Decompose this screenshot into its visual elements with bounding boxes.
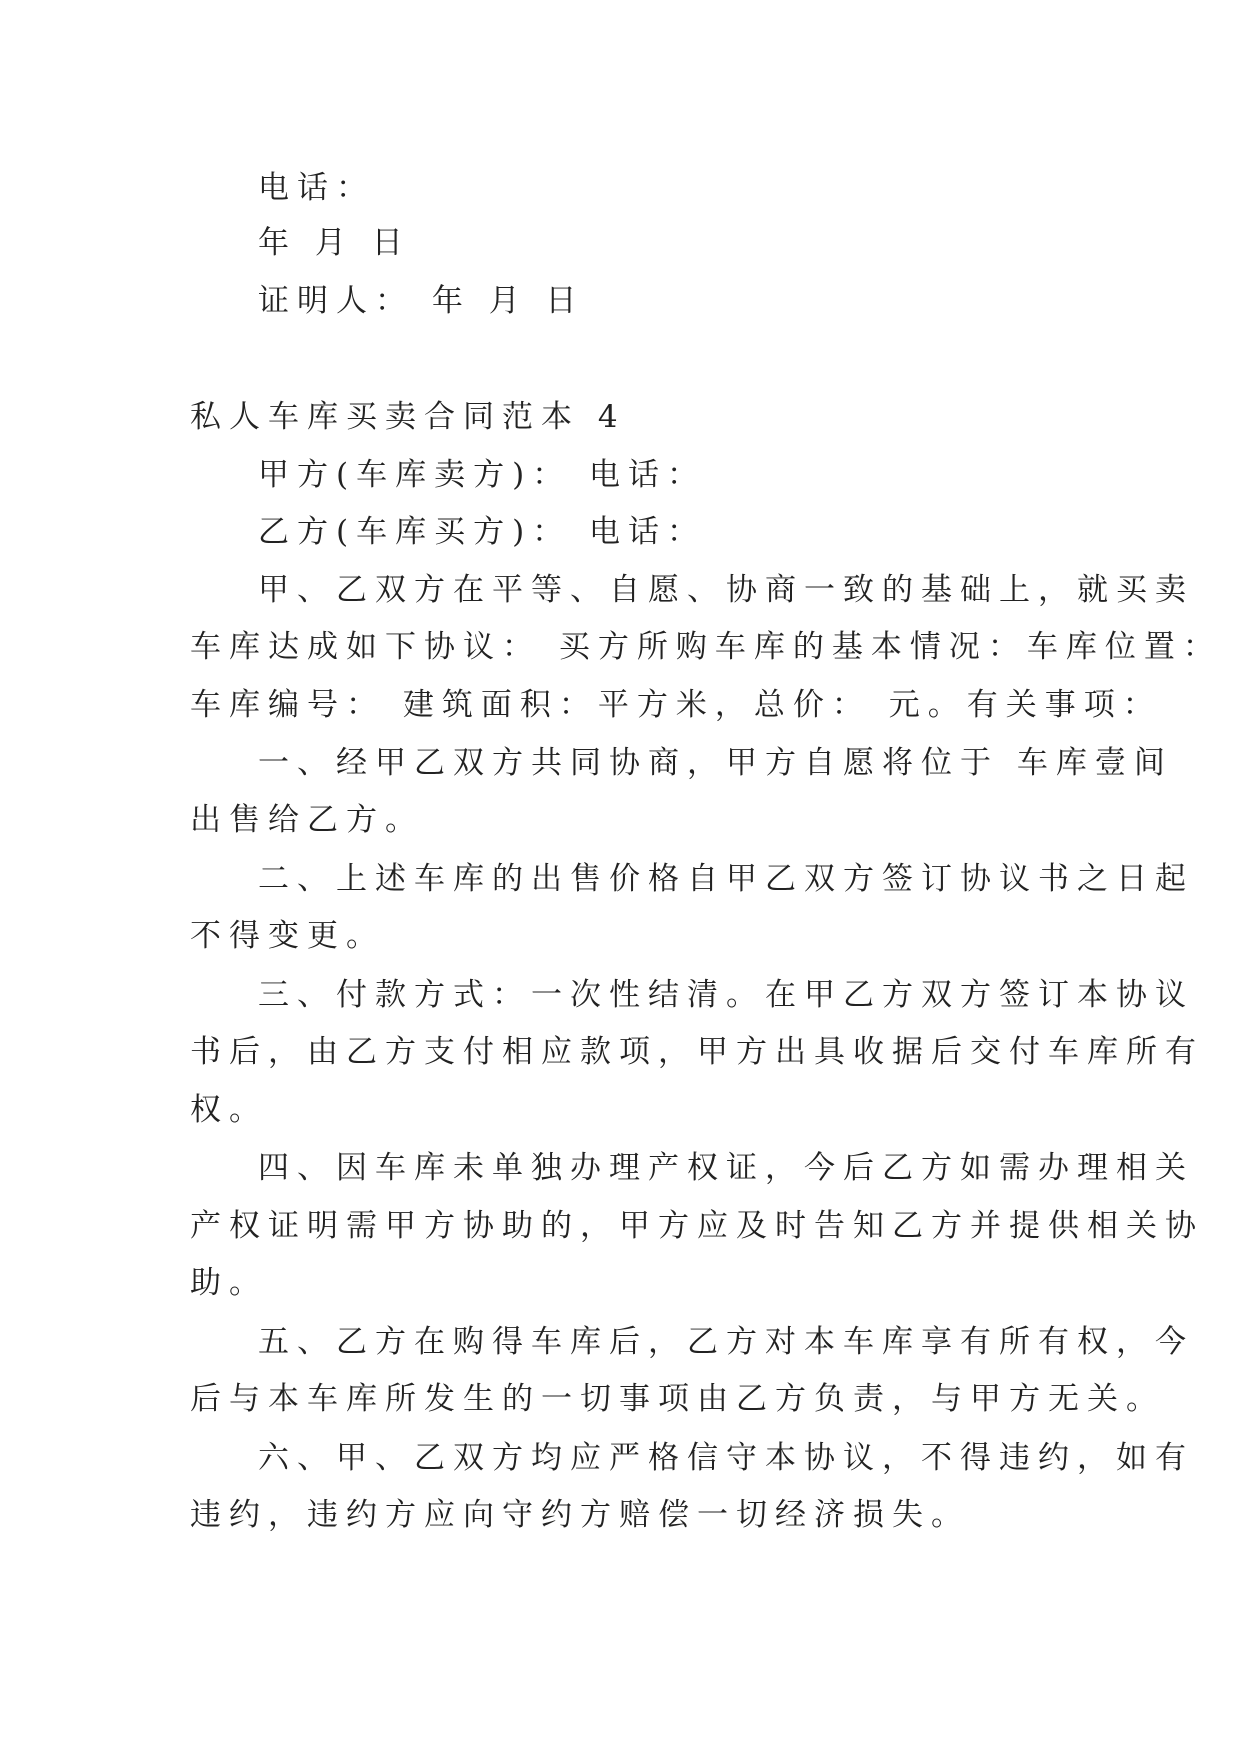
date-line: 年 月 日 [258, 225, 411, 261]
witness-line: 证明人： 年 月 日 [258, 283, 585, 319]
intro-line-2: 车库达成如下协议： 买方所购车库的基本情况：车库位置： [190, 629, 1222, 665]
clause-4-line-2: 产权证明需甲方协助的，甲方应及时告知乙方并提供相关协 [190, 1208, 1204, 1244]
intro-line-3: 车库编号： 建筑面积：平方米，总价： 元。有关事项： [190, 687, 1162, 723]
party-b-line: 乙方(车库买方)： 电话： [258, 514, 707, 550]
clause-6-line-2: 违约，违约方应向守约方赔偿一切经济损失。 [190, 1497, 970, 1533]
clause-1-line-2: 出售给乙方。 [190, 802, 424, 838]
clause-2-line-1: 二、上述车库的出售价格自甲乙双方签订协议书之日起 [258, 861, 1194, 897]
clause-3-line-2: 书后，由乙方支付相应款项，甲方出具收据后交付车库所有 [190, 1034, 1204, 1070]
clause-2-line-2: 不得变更。 [190, 918, 385, 954]
clause-3-line-1: 三、付款方式：一次性结清。在甲乙方双方签订本协议 [258, 977, 1194, 1013]
section-title: 私人车库买卖合同范本 4 [190, 399, 626, 435]
intro-line-1: 甲、乙双方在平等、自愿、协商一致的基础上，就买卖 [258, 572, 1194, 608]
clause-1-line-1: 一、经甲乙双方共同协商，甲方自愿将位于 车库壹间 [258, 745, 1173, 781]
party-a-line: 甲方(车库卖方)： 电话： [258, 457, 707, 493]
clause-6-line-1: 六、甲、乙双方均应严格信守本协议，不得违约，如有 [258, 1440, 1194, 1476]
clause-5-line-1: 五、乙方在购得车库后，乙方对本车库享有所有权，今 [258, 1324, 1194, 1360]
phone-line: 电话： [258, 170, 375, 206]
clause-5-line-2: 后与本车库所发生的一切事项由乙方负责，与甲方无关。 [190, 1381, 1165, 1417]
clause-4-line-3: 助。 [190, 1265, 268, 1301]
clause-3-line-3: 权。 [190, 1092, 268, 1128]
clause-4-line-1: 四、因车库未单独办理产权证，今后乙方如需办理相关 [258, 1150, 1194, 1186]
